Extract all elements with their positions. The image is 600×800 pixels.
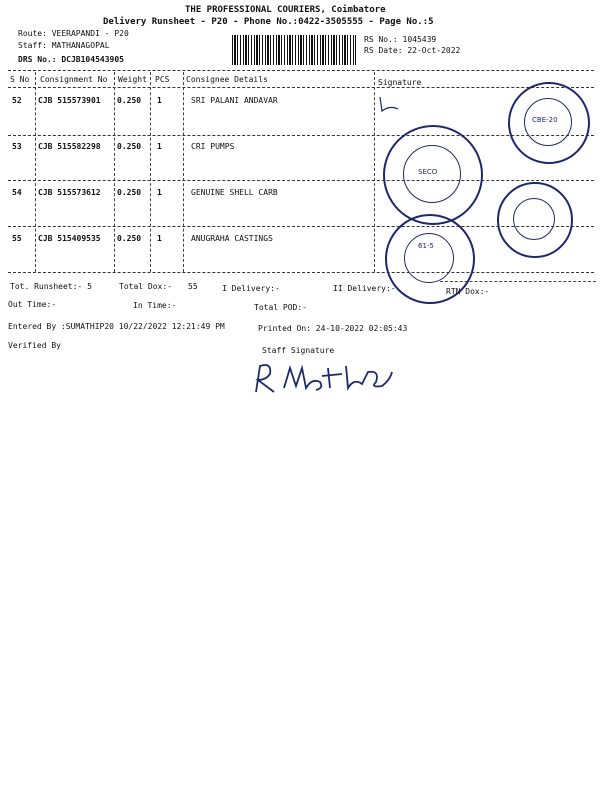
ii-delivery: II Delivery:-: [333, 284, 396, 293]
rs-number: RS No.: 1045439: [364, 35, 437, 44]
row-weight: 0.250: [117, 234, 142, 243]
row-weight: 0.250: [117, 142, 142, 151]
stamp-sri-palani: [508, 82, 590, 164]
row-weight: 0.250: [117, 96, 142, 105]
stamp-genuine-shell: [497, 182, 573, 258]
row-weight: 0.250: [117, 188, 142, 197]
tot-runsheet: Tot. Runsheet:- 5: [10, 282, 92, 291]
signature-mark: [376, 95, 406, 115]
staff-signature-label: Staff Signature: [262, 346, 335, 355]
row-consignment: CJB 515573612: [38, 188, 101, 197]
col-pcs: PCS: [155, 75, 170, 84]
row-consignee: GENUINE SHELL CARB: [191, 188, 278, 197]
rs-date: RS Date: 22-Oct-2022: [364, 46, 461, 55]
out-time: Out Time:-: [8, 300, 57, 309]
row-consignee: CRI PUMPS: [191, 142, 235, 151]
stamp-center-text: 61-5: [418, 242, 434, 250]
table-bottom-rule: [8, 272, 594, 273]
row-sno: 54: [12, 188, 22, 197]
staff-label: Staff: MATHANAGOPAL: [18, 41, 110, 50]
route-label: Route: VEERAPANDI - P20: [18, 29, 129, 38]
row-sno: 55: [12, 234, 22, 243]
total-dox: Total Dox:-: [119, 282, 172, 291]
total-dox-value: 55: [188, 282, 198, 291]
summary-rule: [440, 281, 596, 282]
stamp-center-text: CBE-20: [532, 116, 558, 124]
row-pcs: 1: [157, 96, 162, 105]
row-consignment: CJB 515573901: [38, 96, 101, 105]
row-consignment: CJB 515409535: [38, 234, 101, 243]
col-consignment: Consignment No: [40, 75, 108, 84]
col-consignee: Consignee Details: [186, 75, 268, 84]
col-divider: [150, 72, 151, 272]
row-rule: [8, 135, 594, 136]
col-divider: [114, 72, 115, 272]
company-title: THE PROFESSIONAL COURIERS, Coimbatore: [185, 5, 386, 15]
entered-by: Entered By :SUMATHIP20 10/22/2022 12:21:49 PM: [8, 322, 225, 331]
row-consignee: SRI PALANI ANDAVAR: [191, 96, 278, 105]
runsheet-subtitle: Delivery Runsheet - P20 - Phone No.:0422-3505555 - Page No.:5: [103, 17, 434, 27]
barcode: [232, 35, 356, 65]
rtn-dox: RTN Dox:-: [446, 287, 490, 296]
col-weight: Weight: [118, 75, 147, 84]
in-time: In Time:-: [133, 301, 177, 310]
row-rule: [8, 180, 594, 181]
row-pcs: 1: [157, 188, 162, 197]
row-consignee: ANUGRAHA CASTINGS: [191, 234, 273, 243]
row-pcs: 1: [157, 142, 162, 151]
stamp-cri-pumps: [383, 125, 483, 225]
row-pcs: 1: [157, 234, 162, 243]
i-delivery: I Delivery:-: [222, 284, 280, 293]
row-sno: 53: [12, 142, 22, 151]
printed-on: Printed On: 24-10-2022 02:05:43: [258, 324, 408, 333]
col-divider: [183, 72, 184, 272]
col-signature: Signature: [378, 78, 422, 87]
drs-number: DRS No.: DCJB104543905: [18, 55, 124, 64]
col-divider: [374, 72, 375, 272]
col-divider: [35, 72, 36, 272]
handwritten-signature: [250, 358, 400, 398]
row-consignment: CJB 515582298: [38, 142, 101, 151]
row-sno: 52: [12, 96, 22, 105]
verified-by: Verified By: [8, 341, 61, 350]
stamp-center-text: SECO: [418, 168, 438, 176]
table-top-rule: [8, 70, 594, 71]
col-sno: S No: [10, 75, 30, 84]
table-header-rule: [8, 87, 594, 88]
total-pod: Total POD:-: [254, 303, 307, 312]
